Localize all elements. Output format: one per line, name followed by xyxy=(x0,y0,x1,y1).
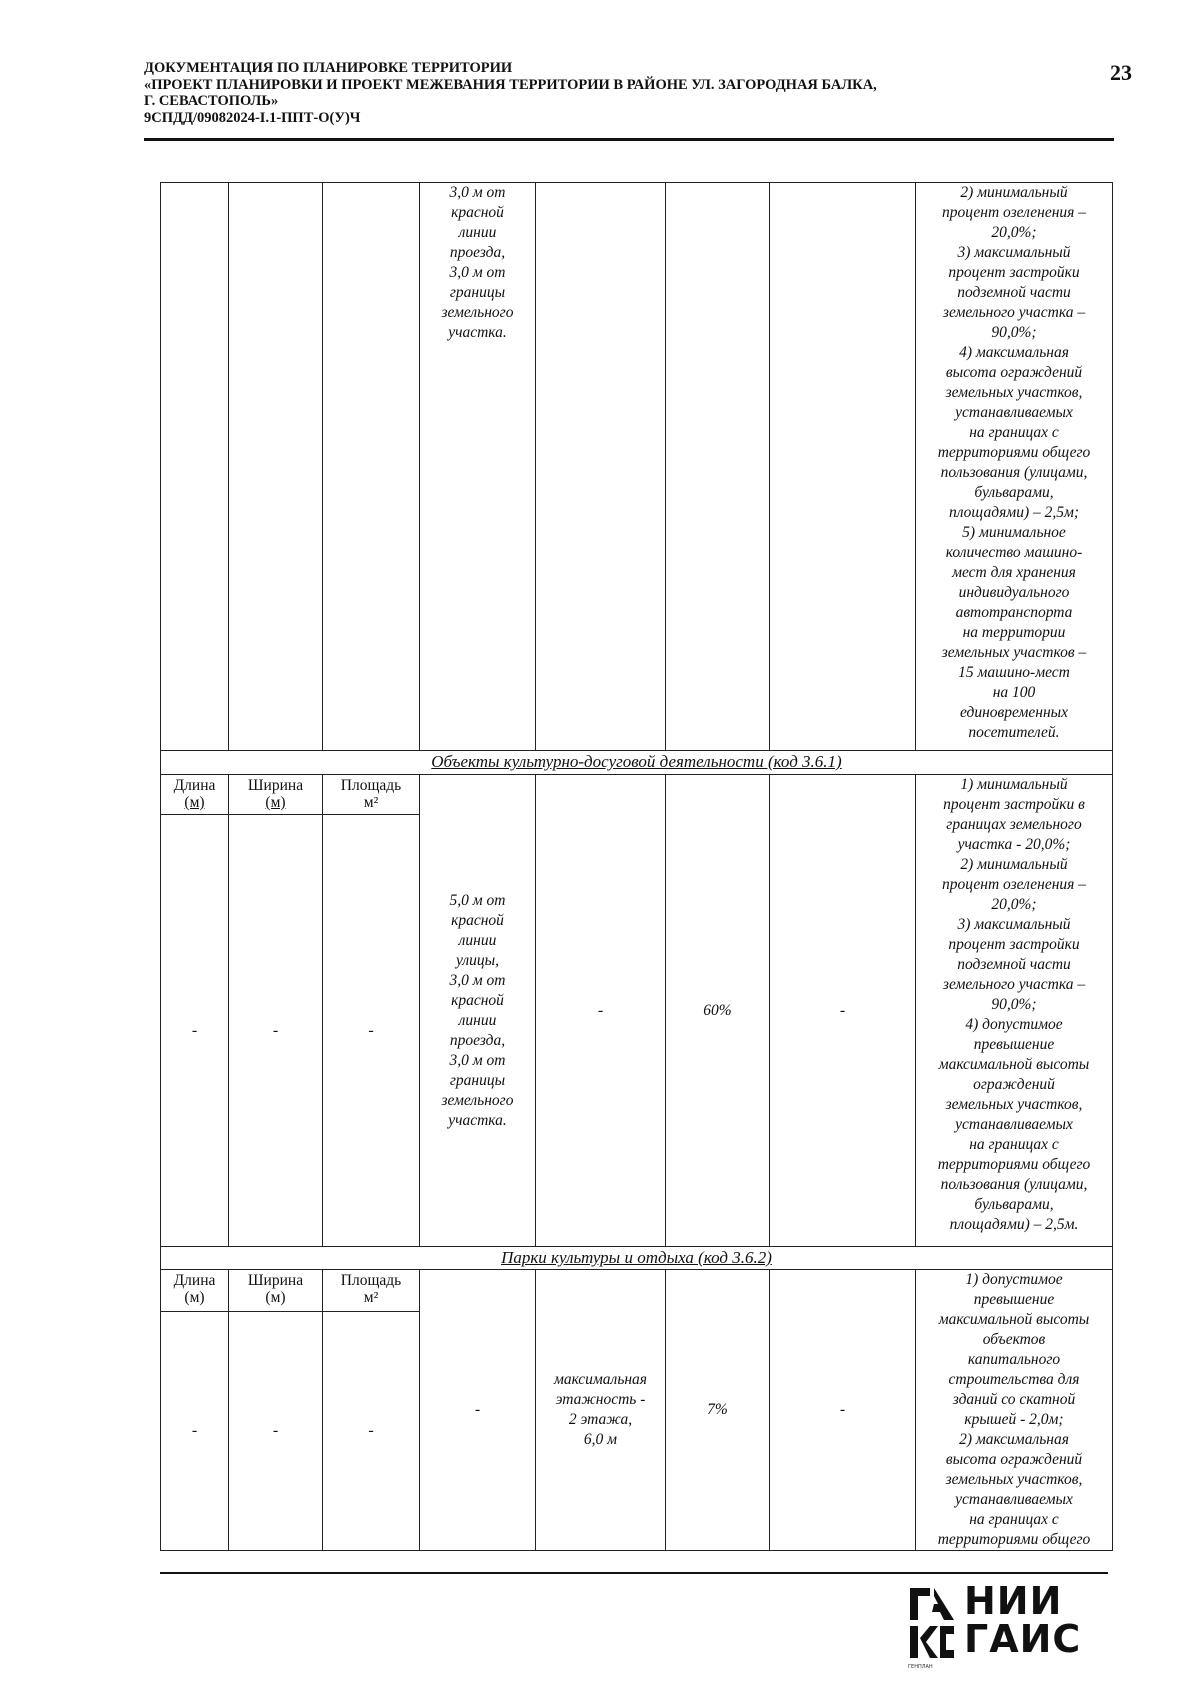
text-line: 90,0%; xyxy=(991,324,1037,341)
length-value: - xyxy=(161,815,229,1247)
header-rule xyxy=(144,138,1114,141)
logo-subtext: ГЕНПЛАН xyxy=(908,1664,933,1670)
value-cell: - xyxy=(770,775,916,1247)
text-line: 20,0%; xyxy=(991,224,1037,241)
text-line: площадями) – 2,5м. xyxy=(949,1216,1079,1233)
length-value: - xyxy=(161,1312,229,1551)
text-line: участка - 20,0%; xyxy=(957,836,1071,853)
setback-cell xyxy=(420,183,536,751)
text-line: территориями общего xyxy=(937,444,1091,461)
column-header-area: Площадь м² xyxy=(323,1270,420,1312)
text-line: участка. xyxy=(448,1111,507,1129)
text-line: строительства для xyxy=(948,1371,1080,1388)
footer-rule xyxy=(160,1572,1108,1574)
text-line: количество машино- xyxy=(945,544,1083,561)
text-line: максимальная xyxy=(553,1371,648,1388)
text-line: границы xyxy=(449,1071,506,1089)
text-line: 1) допустимое xyxy=(965,1271,1063,1288)
cell-empty xyxy=(666,183,770,751)
value-cell: - xyxy=(770,1270,916,1551)
text-line: 2 этажа, xyxy=(568,1411,633,1428)
text-line: подземной части xyxy=(957,284,1071,301)
column-header-length: Длина (м) xyxy=(161,775,229,815)
table-row-continuation xyxy=(161,183,1113,751)
setback-cell: - xyxy=(420,1270,536,1551)
text-line: территориями общего xyxy=(937,1531,1091,1548)
text-line: 4) максимальная xyxy=(959,344,1069,361)
logo-text: НИИ ГАИС xyxy=(964,1579,1082,1661)
text-line: максимальной высоты xyxy=(938,1056,1090,1073)
text-line: на границах с xyxy=(969,1136,1059,1153)
area-value: - xyxy=(323,1312,420,1551)
height-text xyxy=(536,1370,665,1450)
cell-empty xyxy=(229,183,323,751)
column-header-width: Ширина (м) xyxy=(229,775,323,815)
text-line: 2) минимальный xyxy=(960,856,1068,873)
text-line: ограждений xyxy=(973,1076,1055,1093)
text-line: 3,0 м от xyxy=(449,184,506,201)
text-line: земельного xyxy=(441,304,514,321)
text-line: земельных участков, xyxy=(945,1471,1083,1488)
rules-cell xyxy=(916,775,1113,1247)
text-line: 3,0 м от xyxy=(449,971,506,989)
rules-text xyxy=(922,183,1106,743)
text-line: мест для хранения xyxy=(952,564,1076,581)
text-line: крышей - 2,0м; xyxy=(964,1411,1064,1428)
text-line: красной xyxy=(451,204,504,221)
text-line: 3) максимальный xyxy=(957,244,1071,261)
text-line: 2) минимальный xyxy=(960,184,1068,201)
text-line: превышение xyxy=(973,1036,1055,1053)
text-line: площадями) – 2,5м; xyxy=(948,504,1080,521)
text-line: земельного участка – xyxy=(942,304,1086,321)
text-line: пользования (улицами, xyxy=(940,464,1088,481)
text-line: 5,0 м от xyxy=(449,891,506,909)
text-line: процент застройки xyxy=(948,264,1080,281)
rules-text xyxy=(922,775,1106,1235)
text-line: проезда, xyxy=(449,244,506,261)
text-line: подземной части xyxy=(957,956,1071,973)
text-line: территориями общего xyxy=(937,1156,1091,1173)
text-line: земельных участков, xyxy=(945,384,1083,401)
text-line: устанавливаемых xyxy=(955,1116,1073,1133)
text-line: 90,0%; xyxy=(991,996,1037,1013)
text-line: на границах с xyxy=(969,1511,1059,1528)
text-line: красной xyxy=(451,991,504,1009)
text-line: 3,0 м от xyxy=(449,264,506,281)
header-line-1: ДОКУМЕНТАЦИЯ ПО ПЛАНИРОВКЕ ТЕРРИТОРИИ xyxy=(144,60,513,76)
text-line: бульварами, xyxy=(974,484,1054,501)
text-line: на территории xyxy=(962,624,1066,641)
text-line: 6,0 м xyxy=(583,1431,618,1448)
text-line: границах земельного xyxy=(946,816,1082,833)
section-title: Парки культуры и отдыха (код 3.6.2) xyxy=(161,1247,1113,1270)
text-line: процент озеленения – xyxy=(942,204,1086,221)
text-line: линии xyxy=(458,1011,497,1029)
rules-text xyxy=(922,1270,1106,1550)
text-line: 20,0%; xyxy=(991,896,1037,913)
table-row-section2-header xyxy=(161,1270,1113,1312)
text-line: 1) минимальный xyxy=(960,776,1068,793)
header-line-2: «ПРОЕКТ ПЛАНИРОВКИ И ПРОЕКТ МЕЖЕВАНИЯ ТЕРРИТОРИИ В РАЙОНЕ УЛ. ЗАГОРОДНАЯ БАЛКА, xyxy=(144,76,877,93)
text-line: участка. xyxy=(448,324,507,341)
text-line: единовременных xyxy=(959,704,1069,721)
column-header-area: Площадь м² xyxy=(323,775,420,815)
text-line: на границах с xyxy=(969,424,1059,441)
cell-empty xyxy=(536,183,666,751)
text-line: 3,0 м от xyxy=(449,1051,506,1069)
text-line: красной xyxy=(451,911,504,929)
text-line: линии xyxy=(458,931,497,949)
area-value: - xyxy=(323,815,420,1247)
section-title-row xyxy=(161,1247,1113,1270)
text-line: 2) максимальная xyxy=(959,1431,1069,1448)
text-line: линии xyxy=(458,224,497,241)
height-cell: - xyxy=(536,775,666,1247)
text-line: автотранспорта xyxy=(955,604,1073,621)
text-line: капитального xyxy=(967,1351,1061,1368)
text-line: проезда, xyxy=(449,1031,506,1049)
document-header xyxy=(144,60,1044,126)
header-line-3: Г. СЕВАСТОПОЛЬ» xyxy=(144,93,279,109)
rules-cell xyxy=(916,1270,1113,1551)
coverage-cell: 7% xyxy=(666,1270,770,1551)
text-line: земельных участков, xyxy=(945,1096,1083,1113)
setback-text xyxy=(420,891,535,1131)
table-row-section1-header xyxy=(161,775,1113,815)
coverage-cell: 60% xyxy=(666,775,770,1247)
page-number: 23 xyxy=(1110,60,1132,85)
text-line: устанавливаемых xyxy=(955,1491,1073,1508)
text-line: зданий со скатной xyxy=(952,1391,1076,1408)
text-line: земельных участков – xyxy=(941,644,1087,661)
section-title: Объекты культурно-досуговой деятельности (код 3.6.1) xyxy=(161,751,1113,775)
width-value: - xyxy=(229,815,323,1247)
cell-empty xyxy=(323,183,420,751)
text-line: устанавливаемых xyxy=(955,404,1073,421)
text-line: превышение xyxy=(973,1291,1055,1308)
logo-mark-icon xyxy=(908,1584,956,1662)
text-line: посетителей. xyxy=(968,724,1060,741)
text-line: улицы, xyxy=(455,951,500,969)
header-doc-code: 9СПДД/09082024-I.1-ППТ-О(У)Ч xyxy=(144,109,361,126)
section-title-row xyxy=(161,751,1113,775)
text-line: бульварами, xyxy=(974,1196,1054,1213)
text-line: процент озеленения – xyxy=(942,876,1086,893)
column-header-width: Ширина (м) xyxy=(229,1270,323,1312)
setback-cell xyxy=(420,775,536,1247)
width-value: - xyxy=(229,1312,323,1551)
text-line: индивидуального xyxy=(958,584,1070,601)
text-line: 3) максимальный xyxy=(957,916,1071,933)
text-line: границы xyxy=(449,284,506,301)
text-line: 5) минимальное xyxy=(962,524,1066,541)
cell-empty xyxy=(770,183,916,751)
text-line: 4) допустимое xyxy=(965,1016,1063,1033)
text-line: объектов xyxy=(982,1331,1046,1348)
cell-empty xyxy=(161,183,229,751)
height-cell xyxy=(536,1270,666,1551)
text-line: этажность - xyxy=(555,1391,646,1408)
text-line: высота ограждений xyxy=(945,1451,1083,1468)
text-line: земельного xyxy=(441,1091,514,1109)
text-line: пользования (улицами, xyxy=(940,1176,1088,1193)
text-line: процент застройки xyxy=(948,936,1080,953)
text-line: на 100 xyxy=(992,684,1036,701)
text-line: процент застройки в xyxy=(943,796,1085,813)
column-header-length: Длина (м) xyxy=(161,1270,229,1312)
text-line: 15 машино-мест xyxy=(958,664,1070,681)
rules-cell xyxy=(916,183,1113,751)
text-line: высота ограждений xyxy=(945,364,1083,381)
setback-text xyxy=(420,183,535,343)
company-logo xyxy=(908,1579,1088,1672)
regulations-table xyxy=(160,182,1113,1551)
text-line: земельного участка – xyxy=(942,976,1086,993)
text-line: максимальной высоты xyxy=(938,1311,1090,1328)
